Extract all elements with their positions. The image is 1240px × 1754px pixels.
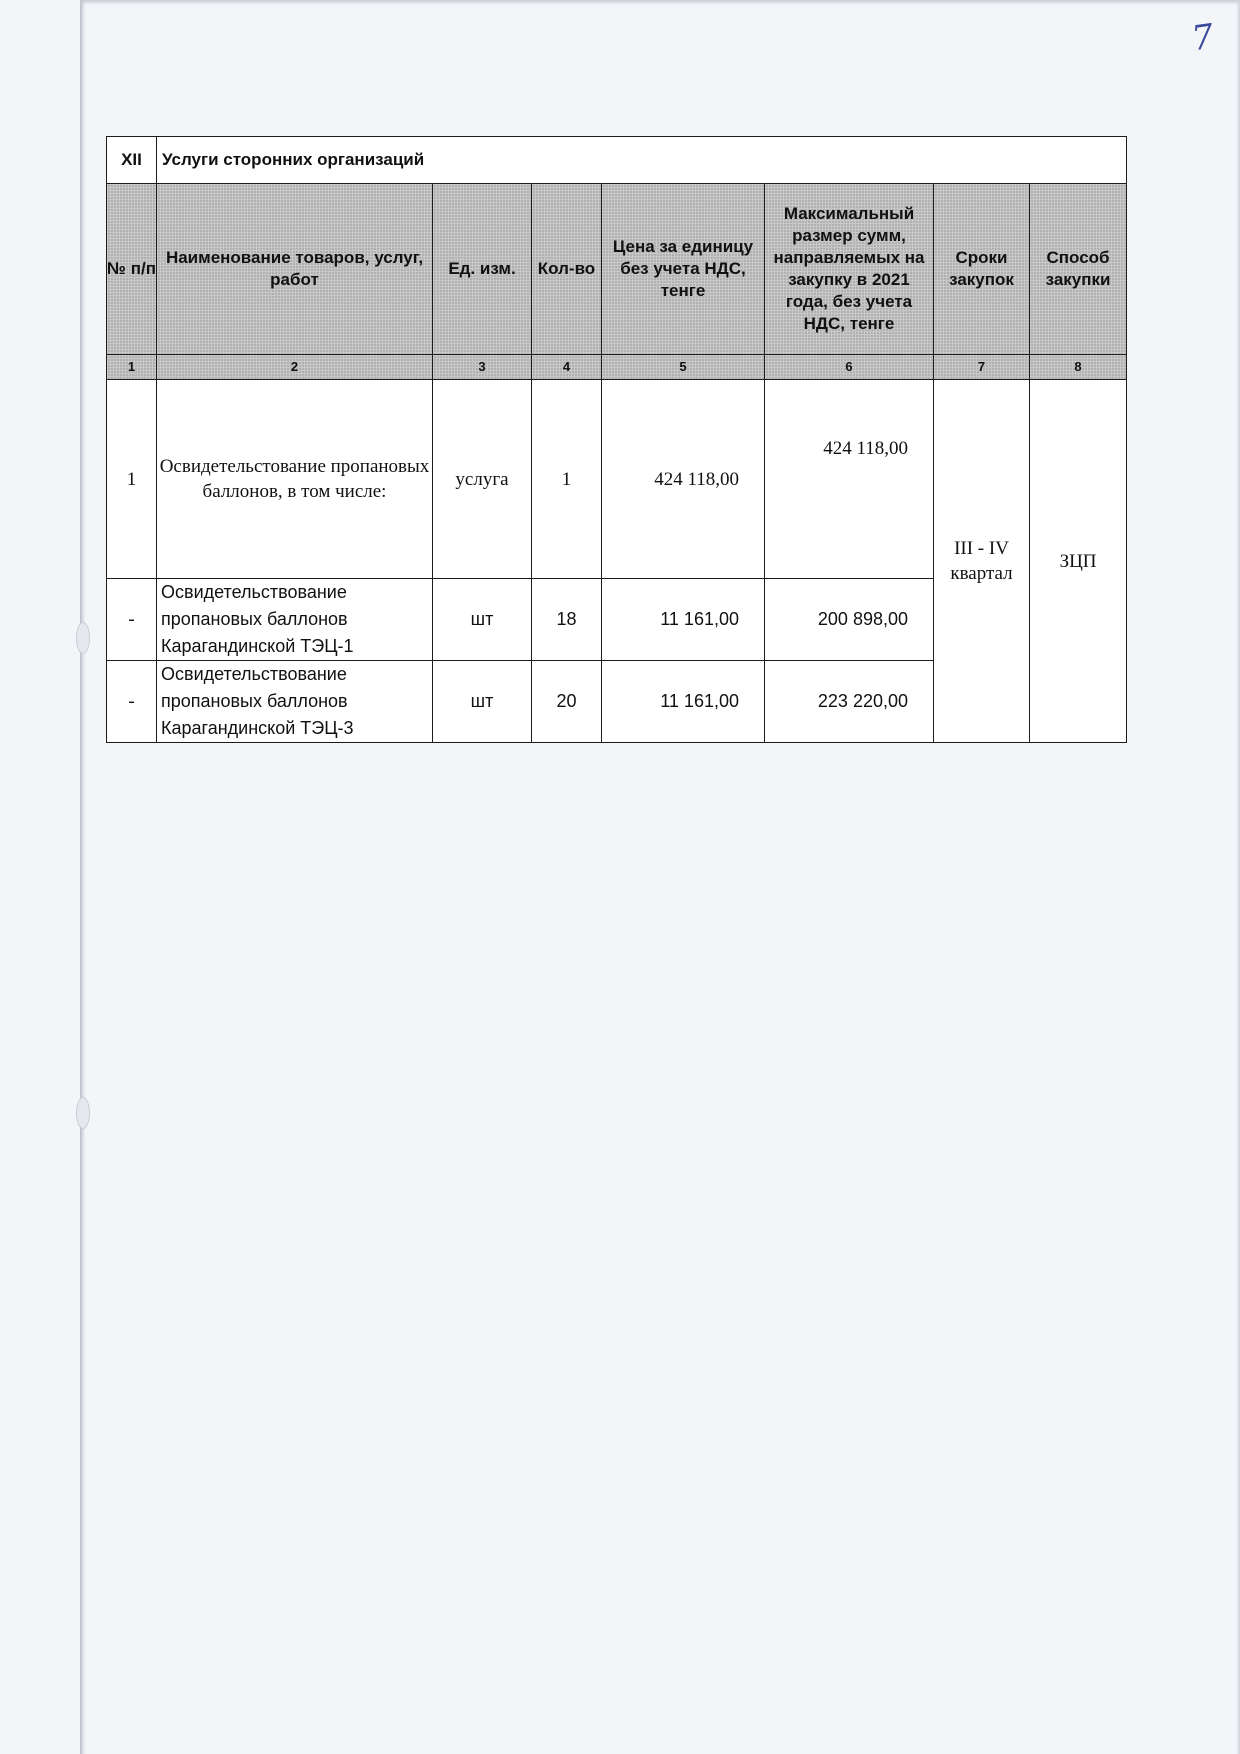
- row-qty: 18: [532, 579, 602, 661]
- section-title: Услуги сторонних организаций: [157, 137, 1127, 184]
- header-price: Цена за единицу без учета НДС, тенге: [602, 184, 765, 355]
- page-top-edge: [80, 0, 1240, 5]
- row-name: Освидетельствование пропановых баллонов Карагандинской ТЭЦ-1: [157, 579, 433, 661]
- row-price: 11 161,00: [602, 579, 765, 661]
- section-number: XII: [107, 137, 157, 184]
- row-unit: шт: [433, 579, 532, 661]
- handwritten-page-number: 7: [1189, 16, 1217, 60]
- row-total: 424 118,00: [765, 380, 934, 579]
- column-number: 6: [765, 355, 934, 380]
- column-number: 1: [107, 355, 157, 380]
- row-name: Освидетельствование пропановых баллонов Карагандинской ТЭЦ-3: [157, 661, 433, 743]
- table-header-row: [107, 184, 1127, 355]
- row-total: 200 898,00: [765, 579, 934, 661]
- row-qty: 20: [532, 661, 602, 743]
- section-row: [107, 137, 1127, 184]
- procurement-method: ЗЦП: [1030, 380, 1127, 743]
- header-name: Наименование товаров, услуг, работ: [157, 184, 433, 355]
- column-number: 3: [433, 355, 532, 380]
- row-total: 223 220,00: [765, 661, 934, 743]
- header-method: Способ закупки: [1030, 184, 1127, 355]
- row-qty: 1: [532, 380, 602, 579]
- row-price: 424 118,00: [602, 380, 765, 579]
- column-number: 7: [934, 355, 1030, 380]
- header-max-sum: Максимальный размер сумм, направляемых на закупку в 2021 года, без учета НДС, тенге: [765, 184, 934, 355]
- header-period: Сроки закупок: [934, 184, 1030, 355]
- row-number: 1: [107, 380, 157, 579]
- column-number: 2: [157, 355, 433, 380]
- procurement-period: III - IV квартал: [934, 380, 1030, 743]
- page-right-edge: [1236, 0, 1240, 1754]
- page-binding-edge: [80, 0, 86, 1754]
- row-price: 11 161,00: [602, 661, 765, 743]
- row-unit: услуга: [433, 380, 532, 579]
- header-number: № п/п: [107, 184, 157, 355]
- row-number: -: [107, 579, 157, 661]
- procurement-table: [106, 136, 1127, 743]
- column-number-row: [107, 355, 1127, 380]
- header-unit: Ед. изм.: [433, 184, 532, 355]
- column-number: 5: [602, 355, 765, 380]
- row-number: -: [107, 661, 157, 743]
- row-unit: шт: [433, 661, 532, 743]
- punch-hole: [76, 1097, 90, 1129]
- table-row: [107, 380, 1127, 579]
- column-number: 4: [532, 355, 602, 380]
- punch-hole: [76, 622, 90, 654]
- row-name: Освидетельстование пропановых баллонов, в том числе:: [157, 380, 433, 579]
- column-number: 8: [1030, 355, 1127, 380]
- header-qty: Кол-во: [532, 184, 602, 355]
